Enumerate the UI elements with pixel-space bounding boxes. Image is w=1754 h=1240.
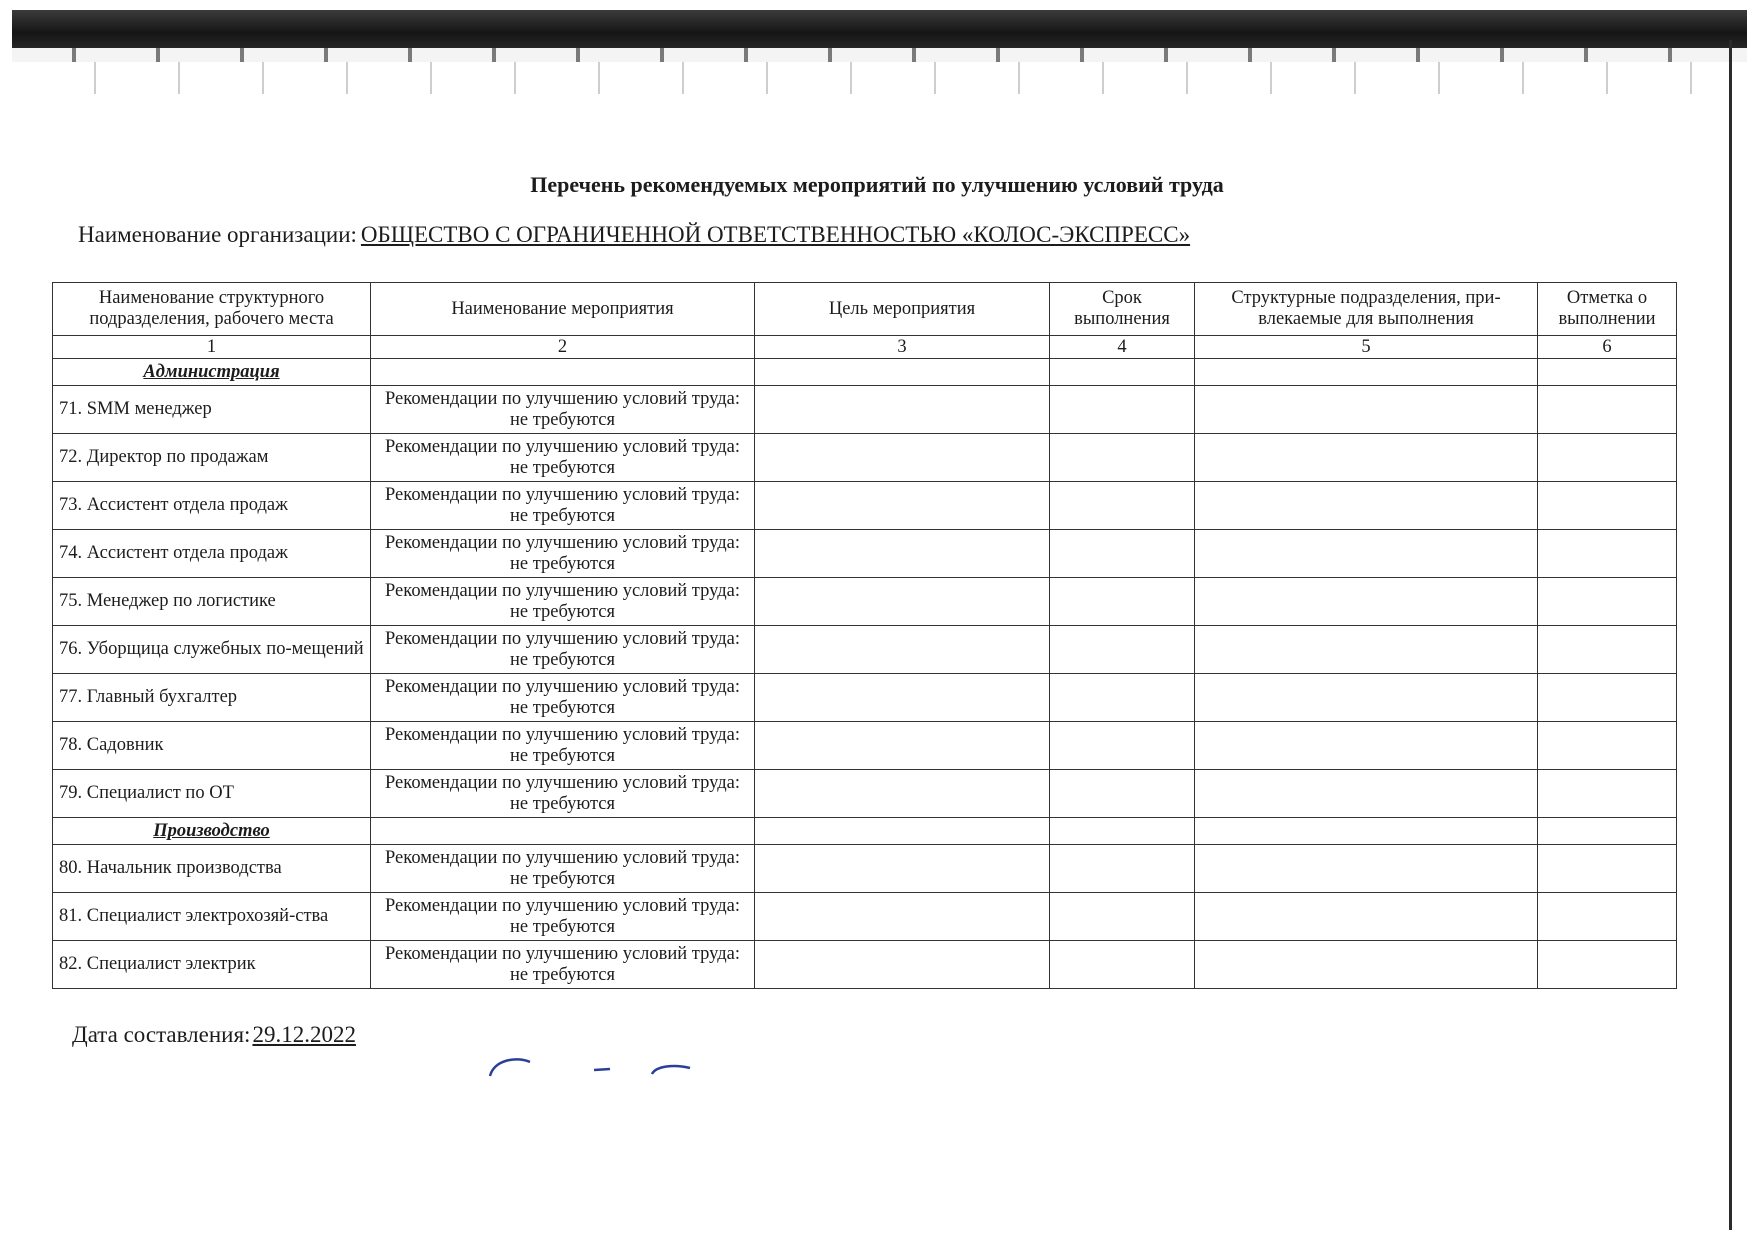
empty-cell [1538, 941, 1677, 989]
empty-cell [1195, 893, 1538, 941]
empty-cell [1050, 845, 1195, 893]
empty-cell [1195, 530, 1538, 578]
table-row [53, 578, 1677, 626]
empty-cell [1050, 893, 1195, 941]
empty-cell [1538, 434, 1677, 482]
measure-cell: Рекомендации по улучшению условий труда: не требуются [371, 530, 755, 578]
post-cell: 71. SMM менеджер [53, 386, 371, 434]
post-cell: 76. Уборщица служебных по-мещений [53, 626, 371, 674]
column-number: 4 [1050, 336, 1195, 359]
empty-cell [1195, 770, 1538, 818]
empty-cell [1050, 530, 1195, 578]
empty-cell [1050, 434, 1195, 482]
empty-cell [755, 818, 1050, 845]
column-number: 2 [371, 336, 755, 359]
empty-cell [1050, 722, 1195, 770]
measure-cell: Рекомендации по улучшению условий труда: не требуются [371, 674, 755, 722]
empty-cell [1538, 674, 1677, 722]
table-row [53, 770, 1677, 818]
column-number-row [53, 336, 1677, 359]
signature-mark [486, 1050, 706, 1080]
empty-cell [1050, 941, 1195, 989]
header-cell-post: Наименование структурного подразделения, рабочего места [53, 283, 371, 336]
table-row [53, 722, 1677, 770]
column-number: 6 [1538, 336, 1677, 359]
empty-cell [1195, 941, 1538, 989]
header-cell-goal: Цель мероприятия [755, 283, 1050, 336]
table-row [53, 941, 1677, 989]
measure-cell: Рекомендации по улучшению условий труда: не требуются [371, 386, 755, 434]
empty-cell [1050, 482, 1195, 530]
measure-cell: Рекомендации по улучшению условий труда: не требуются [371, 626, 755, 674]
date-label: Дата составления: [72, 1022, 251, 1047]
empty-cell [1195, 722, 1538, 770]
organization-label: Наименование организации: [78, 222, 357, 247]
table-row [53, 626, 1677, 674]
measure-cell: Рекомендации по улучшению условий труда: не требуются [371, 482, 755, 530]
post-cell: 80. Начальник производства [53, 845, 371, 893]
post-cell: 72. Директор по продажам [53, 434, 371, 482]
empty-cell [755, 893, 1050, 941]
empty-cell [1538, 770, 1677, 818]
header-row [53, 283, 1677, 336]
organization-line [78, 222, 1204, 248]
empty-cell [1050, 359, 1195, 386]
empty-cell [755, 434, 1050, 482]
date-value: 29.12.2022 [252, 1022, 356, 1047]
empty-cell [1538, 626, 1677, 674]
empty-cell [755, 722, 1050, 770]
empty-cell [1195, 386, 1538, 434]
empty-cell [1538, 482, 1677, 530]
header-cell-departments: Структурные подразделения, при-влекаемые для выполнения [1195, 283, 1538, 336]
column-number: 1 [53, 336, 371, 359]
column-number: 5 [1195, 336, 1538, 359]
measure-cell: Рекомендации по улучшению условий труда: не требуются [371, 893, 755, 941]
empty-cell [755, 941, 1050, 989]
empty-cell [1538, 845, 1677, 893]
empty-cell [755, 845, 1050, 893]
post-cell: 75. Менеджер по логистике [53, 578, 371, 626]
post-cell: 82. Специалист электрик [53, 941, 371, 989]
empty-cell [755, 578, 1050, 626]
empty-cell [1538, 818, 1677, 845]
post-cell: 77. Главный бухгалтер [53, 674, 371, 722]
empty-cell [1050, 674, 1195, 722]
table-row [53, 845, 1677, 893]
empty-cell [755, 482, 1050, 530]
empty-cell [1538, 893, 1677, 941]
empty-cell [371, 818, 755, 845]
measure-cell: Рекомендации по улучшению условий труда: не требуются [371, 770, 755, 818]
section-row [53, 359, 1677, 386]
empty-cell [755, 626, 1050, 674]
empty-cell [1538, 386, 1677, 434]
empty-cell [755, 530, 1050, 578]
empty-cell [1538, 722, 1677, 770]
date-line [72, 1022, 360, 1048]
header-cell-completion: Отметка о выполнении [1538, 283, 1677, 336]
measure-cell: Рекомендации по улучшению условий труда: не требуются [371, 434, 755, 482]
empty-cell [755, 386, 1050, 434]
section-row [53, 818, 1677, 845]
post-cell: 79. Специалист по ОТ [53, 770, 371, 818]
section-name: Производство [53, 818, 371, 845]
empty-cell [1538, 359, 1677, 386]
empty-cell [1195, 578, 1538, 626]
column-number: 3 [755, 336, 1050, 359]
empty-cell [1195, 482, 1538, 530]
measure-cell: Рекомендации по улучшению условий труда: не требуются [371, 941, 755, 989]
empty-cell [755, 359, 1050, 386]
organization-name: ОБЩЕСТВО С ОГРАНИЧЕННОЙ ОТВЕТСТВЕННОСТЬЮ «КОЛОС-ЭКСПРЕСС» [360, 222, 1191, 247]
table-row [53, 893, 1677, 941]
empty-cell [1050, 818, 1195, 845]
measures-table [52, 282, 1677, 989]
table-row [53, 530, 1677, 578]
empty-cell [1050, 770, 1195, 818]
table-body [53, 359, 1677, 989]
binding-teeth [12, 48, 1747, 62]
empty-cell [1050, 386, 1195, 434]
empty-cell [1195, 359, 1538, 386]
table-row [53, 674, 1677, 722]
header-cell-deadline: Срок выполнения [1050, 283, 1195, 336]
empty-cell [371, 359, 755, 386]
empty-cell [1050, 626, 1195, 674]
header-cell-measure: Наименование мероприятия [371, 283, 755, 336]
table-row [53, 434, 1677, 482]
binding-strip [12, 10, 1747, 86]
empty-cell [755, 674, 1050, 722]
post-cell: 78. Садовник [53, 722, 371, 770]
empty-cell [1050, 578, 1195, 626]
binding-bar [12, 10, 1747, 48]
post-cell: 73. Ассистент отдела продаж [53, 482, 371, 530]
empty-cell [1195, 818, 1538, 845]
page-edge [1729, 40, 1732, 1230]
measure-cell: Рекомендации по улучшению условий труда: не требуются [371, 578, 755, 626]
empty-cell [1195, 674, 1538, 722]
empty-cell [755, 770, 1050, 818]
binding-holes [12, 62, 1747, 94]
table-row [53, 386, 1677, 434]
post-cell: 74. Ассистент отдела продаж [53, 530, 371, 578]
empty-cell [1195, 434, 1538, 482]
post-cell: 81. Специалист электрохозяй-ства [53, 893, 371, 941]
empty-cell [1538, 578, 1677, 626]
empty-cell [1195, 845, 1538, 893]
document-title: Перечень рекомендуемых мероприятий по улучшению условий труда [530, 172, 1224, 197]
section-name: Администрация [53, 359, 371, 386]
measure-cell: Рекомендации по улучшению условий труда: не требуются [371, 845, 755, 893]
empty-cell [1538, 530, 1677, 578]
table-row [53, 482, 1677, 530]
measure-cell: Рекомендации по улучшению условий труда: не требуются [371, 722, 755, 770]
empty-cell [1195, 626, 1538, 674]
